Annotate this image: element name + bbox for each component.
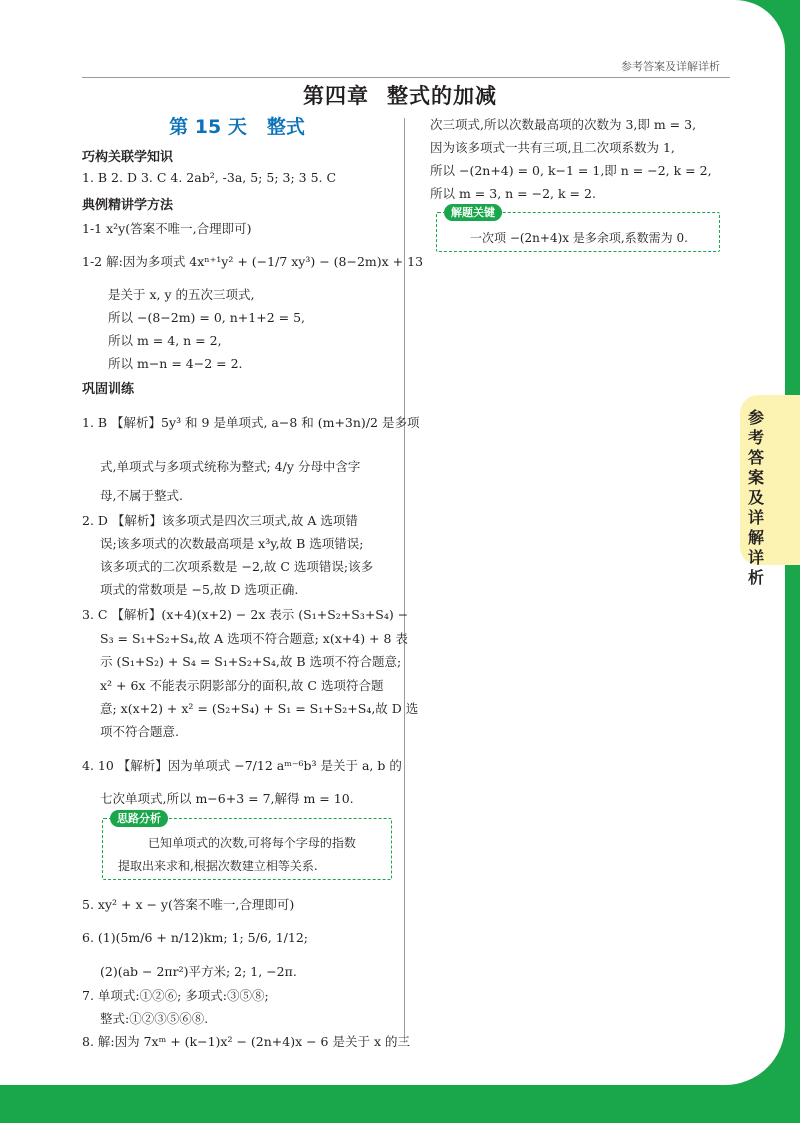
section-heading-2: 典例精讲学方法	[82, 198, 174, 213]
answer-line: 项不符合题意.	[100, 724, 179, 739]
answer-line: 所以 m = 4, n = 2,	[108, 333, 222, 348]
hint-text: 一次项 −(2n+4)x 是多余项,系数需为 0.	[470, 231, 688, 245]
answer-line: 是关于 x, y 的五次三项式,	[108, 287, 255, 302]
answer-line: 8. 解:因为 7xᵐ + (k−1)x² − (2n+4)x − 6 是关于 x 的三	[82, 1034, 410, 1049]
answer-line: 所以 −(2n+4) = 0, k−1 = 1,即 n = −2, k = 2,	[430, 163, 712, 178]
answer-line: 示 (S₁+S₂) + S₄ = S₁+S₂+S₄,故 B 选项不符合题意;	[100, 654, 402, 669]
answer-line: 1. B 2. D 3. C 4. 2ab², -3a, 5; 5; 3; 3 5. C	[82, 170, 337, 185]
section-heading-1: 巧构关联学知识	[82, 150, 174, 165]
header-rule	[82, 77, 730, 78]
header-note: 参考答案及详解详析	[621, 60, 720, 73]
answer-line: 所以 m−n = 4−2 = 2.	[108, 356, 243, 371]
answer-line: 5. xy² + x − y(答案不唯一,合理即可)	[82, 897, 295, 912]
answer-line: 误;该多项式的次数最高项是 x³y,故 B 选项错误;	[100, 536, 364, 551]
answer-line: 1. B 【解析】5y³ 和 9 是单项式, a−8 和 (m+3n)/2 是多项	[82, 415, 420, 430]
day-title	[82, 112, 392, 139]
answer-line: 4. 10 【解析】因为单项式 −7/12 aᵐ⁻⁶b³ 是关于 a, b 的	[82, 758, 402, 773]
answer-line: S₃ = S₁+S₂+S₄,故 A 选项不符合题意; x(x+4) + 8 表	[100, 631, 408, 646]
answer-line: (2)(ab − 2πr²)平方米; 2; 1, −2π.	[100, 964, 297, 979]
answer-line: 2. D 【解析】该多项式是四次三项式,故 A 选项错	[82, 513, 358, 528]
answer-line: 整式:①②③⑤⑥⑧.	[100, 1011, 209, 1026]
day-name: 整式	[266, 116, 305, 138]
chapter-label: 第四章	[303, 84, 369, 108]
answer-line: 所以 m = 3, n = −2, k = 2.	[430, 186, 596, 201]
answer-line: 1-1 x²y(答案不唯一,合理即可)	[82, 221, 252, 236]
answer-line: x² + 6x 不能表示阴影部分的面积,故 C 选项符合题	[100, 678, 384, 693]
section-heading-3: 巩固训练	[82, 382, 135, 397]
answer-line: 该多项式的二次项系数是 −2,故 C 选项错误;该多	[100, 559, 374, 574]
answer-line: 母,不属于整式.	[100, 488, 183, 503]
answer-line: 式,单项式与多项式统称为整式; 4/y 分母中含字	[100, 459, 361, 474]
answer-line: 3. C 【解析】(x+4)(x+2) − 2x 表示 (S₁+S₂+S₃+S₄) −	[82, 607, 409, 622]
hint-tag-key: 解题关键	[444, 204, 502, 221]
answer-line: 所以 −(8−2m) = 0, n+1+2 = 5,	[108, 310, 306, 325]
hint-text: 提取出来求和,根据次数建立相等关系.	[118, 859, 318, 873]
day-label: 第 15 天	[169, 116, 247, 138]
answer-line: 1-2 解:因为多项式 4xⁿ⁺¹y² + (−1/7 xy³) − (8−2m)x + 13	[82, 254, 424, 269]
hint-text: 已知单项式的次数,可将每个字母的指数	[148, 836, 356, 850]
answer-line: 七次单项式,所以 m−6+3 = 7,解得 m = 10.	[100, 791, 354, 806]
side-tab-label: 参考答案及详解详析	[748, 408, 765, 587]
hint-tag-analysis: 思路分析	[110, 810, 168, 827]
chapter-title	[0, 80, 800, 110]
answer-line: 因为该多项式一共有三项,且二次项系数为 1,	[430, 140, 675, 155]
answer-line: 项式的常数项是 −5,故 D 选项正确.	[100, 582, 299, 597]
answer-line: 意; x(x+2) + x² = (S₂+S₄) + S₁ = S₁+S₂+S₄,故 D 选	[100, 701, 419, 716]
answer-line: 次三项式,所以次数最高项的次数为 3,即 m = 3,	[430, 117, 697, 132]
answer-line: 6. (1)(5m/6 + n/12)km; 1; 5/6, 1/12;	[82, 930, 309, 945]
chapter-name: 整式的加减	[387, 84, 497, 108]
answer-line: 7. 单项式:①②⑥; 多项式:③⑤⑧;	[82, 988, 269, 1003]
